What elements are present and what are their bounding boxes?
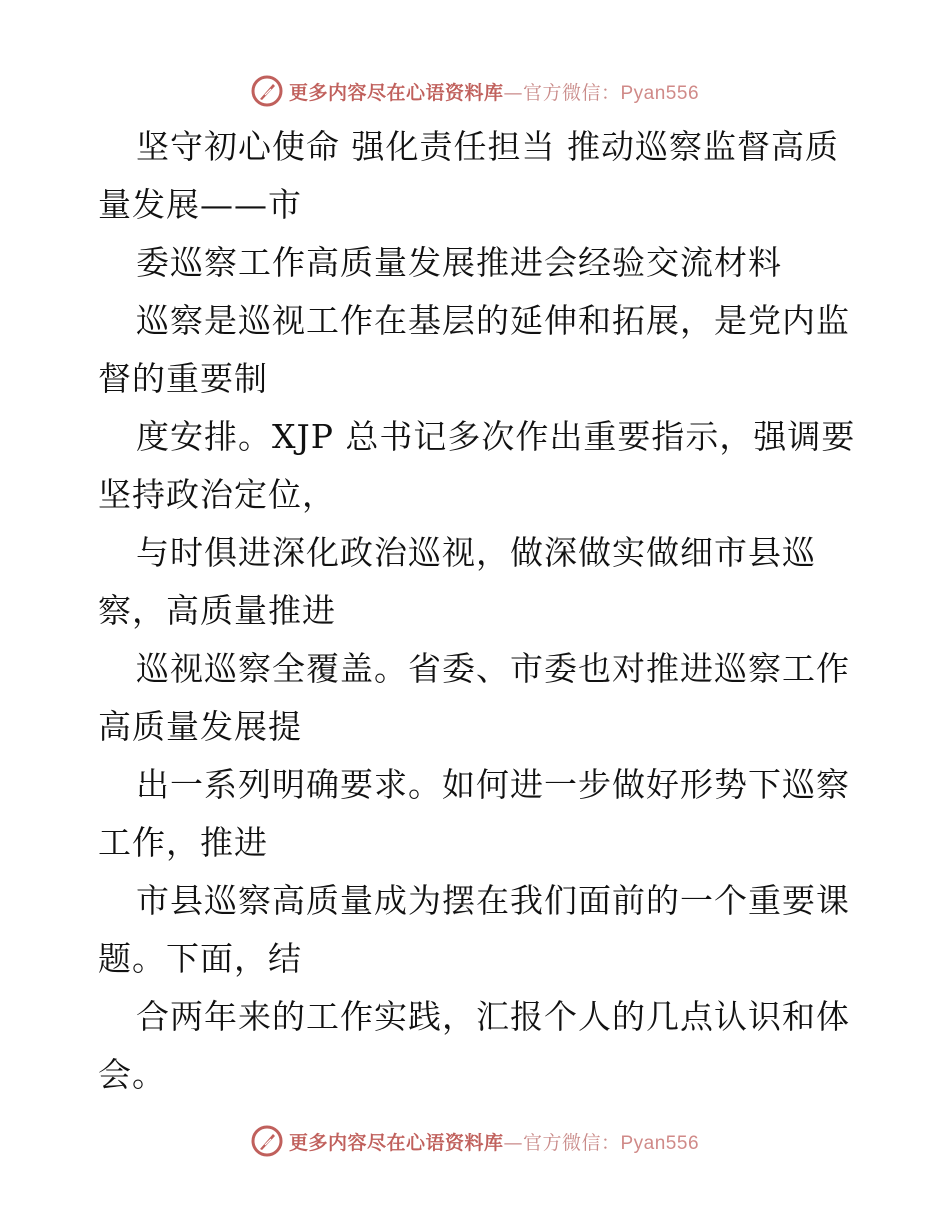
text-line: 工作，推进 (98, 823, 268, 862)
document-body (98, 118, 858, 1104)
watermark-text: 更多内容尽在心语资料库—官方微信：Pyan556 (288, 1131, 700, 1154)
text-line: 巡视巡察全覆盖。省委、市委也对推进巡察工作 (136, 649, 850, 688)
footer-watermark (0, 1121, 950, 1161)
text-line: 高质量发展提 (98, 707, 302, 746)
text-line: 督的重要制 (98, 359, 268, 398)
text-line: 委巡察工作高质量发展推进会经验交流材料 (136, 243, 782, 282)
text-line: 巡察是巡视工作在基层的延伸和拓展，是党内监 (136, 301, 850, 340)
text-line: 与时俱进深化政治巡视，做深做实做细市县巡 (136, 533, 816, 572)
text-line: 坚守初心使命 强化责任担当 推动巡察监督高质 (136, 127, 839, 166)
text-line: 题。下面，结 (98, 939, 302, 978)
text-line: 量发展——市 (98, 185, 302, 224)
header-watermark (0, 71, 950, 111)
text-line: 出一系列明确要求。如何进一步做好形势下巡察 (136, 765, 850, 804)
text-line: 察，高质量推进 (98, 591, 336, 630)
text-line: 合两年来的工作实践，汇报个人的几点认识和体 (136, 997, 850, 1036)
text-line: 度安排。XJP 总书记多次作出重要指示，强调要 (136, 417, 856, 456)
text-line: 会。 (98, 1055, 166, 1094)
watermark-text: 更多内容尽在心语资料库—官方微信：Pyan556 (288, 81, 700, 104)
text-line: 坚持政治定位， (98, 475, 336, 514)
feather-logo-icon (251, 1125, 283, 1157)
feather-logo-icon (251, 75, 283, 107)
text-line: 市县巡察高质量成为摆在我们面前的一个重要课 (136, 881, 850, 920)
